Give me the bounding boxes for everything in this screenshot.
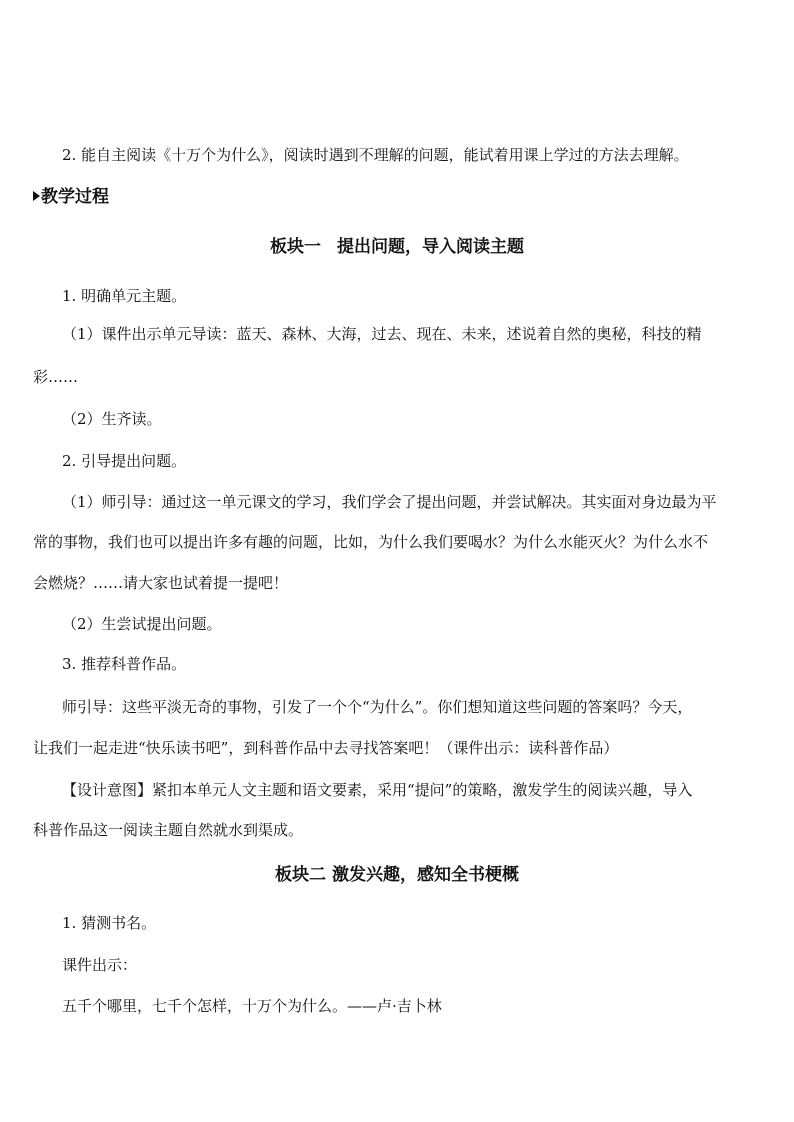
block1-step2: 2. 引导提出问题。 xyxy=(62,452,187,470)
objective-2: 2. 能自主阅读《十万个为什么》，阅读时遇到不理解的问题，能试着用课上学过的方法去理解。 xyxy=(62,146,689,164)
block1-step1: 1. 明确单元主题。 xyxy=(62,287,187,305)
design-intent-line1: 【设计意图】紧扣本单元人文主题和语文要素，采用“提问”的策略，激发学生的阅读兴趣，导入 xyxy=(62,781,693,799)
block2-step1: 1. 猜测书名。 xyxy=(62,914,157,932)
block1-step1-2: （2）生齐读。 xyxy=(62,410,162,428)
block1-step3: 3. 推荐科普作品。 xyxy=(62,655,187,673)
block1-step2-1-line2: 常的事物，我们也可以提出许多有趣的问题，比如，为什么我们要喝水？为什么水能灭火？为什么水不 xyxy=(33,533,709,551)
block1-label: 板块一 xyxy=(270,237,321,257)
block2-quote: 五千个哪里，七千个怎样，十万个为什么。——卢·吉卜林 xyxy=(62,997,442,1015)
block2-heading: 板块二 激发兴趣，感知全书梗概 xyxy=(275,865,519,885)
block1-step2-2: （2）生尝试提出问题。 xyxy=(62,615,222,633)
block1-step3-text-line2: 让我们一起走进“快乐读书吧”，到科普作品中去寻找答案吧！（课件出示：读科普作品） xyxy=(33,739,619,757)
block1-step2-1-line3: 会燃烧？……请大家也试着提一提吧！ xyxy=(33,574,289,592)
design-intent-line2: 科普作品这一阅读主题自然就水到渠成。 xyxy=(33,821,304,839)
block1-step2-1-line1: （1）师引导：通过这一单元课文的学习，我们学会了提出问题，并尝试解决。其实面对身边最为平 xyxy=(62,493,717,511)
block2-courseware: 课件出示： xyxy=(62,956,138,974)
block1-step3-text-line1: 师引导：这些平淡无奇的事物，引发了一个个“为什么”。你们想知道这些问题的答案吗？今天， xyxy=(62,698,693,716)
section-heading xyxy=(33,186,109,208)
block1-step1-1-line2: 彩…… xyxy=(33,368,79,386)
triangle-bullet-icon xyxy=(33,191,40,201)
block1-step1-1-line1: （1）课件出示单元导读：蓝天、森林、大海，过去、现在、未来，述说着自然的奥秘，科技的精 xyxy=(62,325,702,343)
block1-heading xyxy=(0,236,794,258)
section-title: 教学过程 xyxy=(41,187,109,207)
block1-title: 提出问题，导入阅读主题 xyxy=(337,237,524,257)
